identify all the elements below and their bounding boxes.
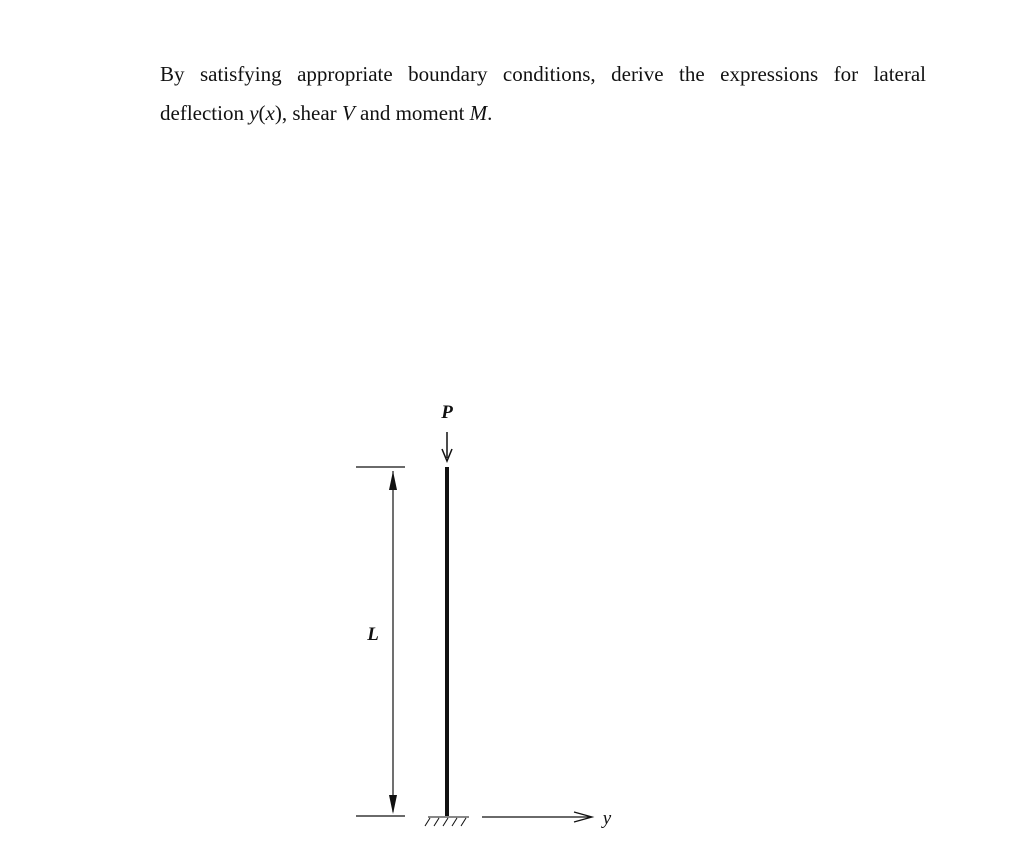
- fixed-support-hatch: [425, 817, 469, 826]
- load-arrow: [442, 432, 452, 461]
- y-axis-arrow: [482, 812, 592, 822]
- paren-close-shear: ), shear: [274, 101, 342, 125]
- x-symbol: x: [265, 101, 275, 125]
- and-moment-text: and moment: [354, 101, 470, 125]
- length-dimension: [389, 471, 397, 814]
- deflection-symbol: y: [249, 101, 259, 125]
- length-label: L: [367, 624, 379, 645]
- shear-symbol: V: [341, 101, 355, 125]
- paren-open: (: [258, 101, 266, 125]
- moment-symbol: M: [469, 101, 488, 125]
- load-label: P: [441, 402, 453, 423]
- axis-label: y: [602, 808, 612, 829]
- problem-line-1: By satisfying appropriate boundary conditions, derive the expressions for lateral: [160, 62, 926, 86]
- deflection-prefix: deflection: [160, 101, 250, 125]
- period: .: [487, 101, 493, 125]
